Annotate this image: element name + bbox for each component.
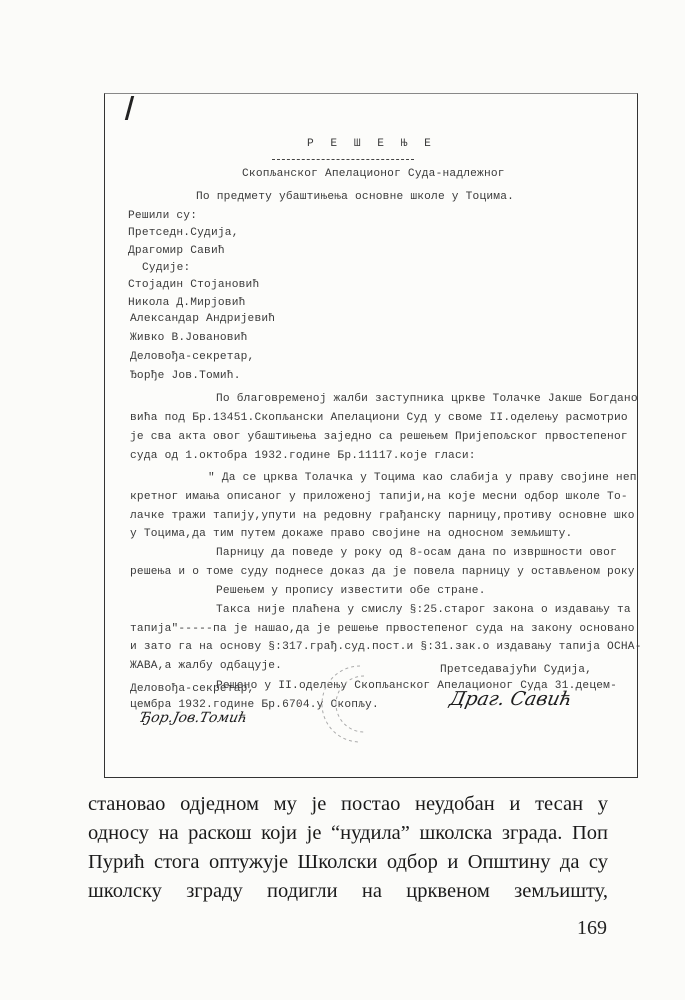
text-line: Судије:: [142, 262, 191, 274]
text-line: Решили су:: [128, 210, 198, 222]
text-line: Стојадин Стојановић: [128, 279, 260, 291]
presiding-judge-label: Претседавајући Судија,: [440, 664, 593, 676]
text-line: По благовременој жалби заступника цркве Толачке Јакше Богдано: [216, 393, 638, 405]
body-text-line: становао одједном му је постао неудобан и тесан у: [88, 793, 608, 815]
page-number: 169: [577, 917, 607, 939]
text-line: кретног имања описаног у приложеној тапији,на које месни одбор школе То-: [130, 491, 628, 503]
text-line: цембра 1932.године Бр.6704.у Скопљу.: [130, 699, 379, 711]
body-text-line: Пурић стога оптужује Школски одбор и Општину да су: [88, 851, 608, 873]
document-title: Р Е Ш Е Њ Е: [307, 138, 436, 150]
text-line: Деловођа-секретар,: [130, 351, 255, 363]
body-text-line: односу на раскош који је “нудила” школска зграда. Поп: [88, 822, 608, 844]
court-stamp: [320, 660, 400, 750]
secretary-signature: Ђор.Јов.Томић: [138, 710, 249, 726]
text-line: тапија"-----па је нашао,да је решење првостепеног суда на закону основано: [130, 623, 635, 635]
text-line: Ђорђе Јов.Томић.: [130, 370, 241, 382]
text-line: лачке тражи тапију,упути на редовну грађанску парницу,противу основне шко: [130, 510, 635, 522]
text-line: Драгомир Савић: [128, 245, 225, 257]
text-line: суда од 1.октобра 1932.године Бр.11117.које гласи:: [130, 450, 476, 462]
text-line: Александар Андријевић: [130, 313, 276, 325]
title-underline: [272, 159, 414, 160]
court-name: Скопљанског Апелационог Суда-надлежног: [242, 168, 505, 180]
text-line: Претседн.Судија,: [128, 227, 239, 239]
body-text-line: школску зграду подигли на црквеном земљишту,: [88, 880, 608, 902]
text-line: је сва акта овог убаштињења заједно са решењем Пријепољског првостепеног: [130, 431, 628, 443]
text-line: ЖАВА,а жалбу одбацује.: [130, 660, 283, 672]
text-line: Решењем у пропису известити обе стране.: [216, 585, 486, 597]
subject-line: По предмету убаштињења основне школе у Тоцима.: [196, 191, 515, 203]
text-line: Парницу да поведе у року од 8-осам дана по извршности овог: [216, 547, 617, 559]
presiding-judge-signature: Драг. Савић: [447, 688, 575, 710]
text-line: Такса није плаћена у смислу §:25.старог закона о издавању та: [216, 604, 631, 616]
text-line: Никола Д.Мирјовић: [128, 297, 246, 309]
text-line: решења и о томе суду поднесе доказ да је повела парницу у остављеном року: [130, 566, 635, 578]
text-line: у Тоцима,да тим путем докаже право својине на односном земљишту.: [130, 528, 573, 540]
text-line: вића под Бр.13451.Скопљански Апелациони Суд у своме II.оделењу расмотрио: [130, 412, 628, 424]
text-line: Решено у II.оделењу Скопљанског Апелационог Суда 31.децем-: [216, 680, 617, 692]
text-line: Живко В.Јовановић: [130, 332, 248, 344]
secretary-label: Деловођа-секретар,: [130, 683, 255, 695]
text-line: и зато га на основу §:317.грађ.суд.пост.и §:31.зак.о издавању тапија ОСНА-: [130, 641, 642, 653]
text-line: " Да се црква Толачка у Тоцима као слабија у праву својине неп: [208, 472, 637, 484]
